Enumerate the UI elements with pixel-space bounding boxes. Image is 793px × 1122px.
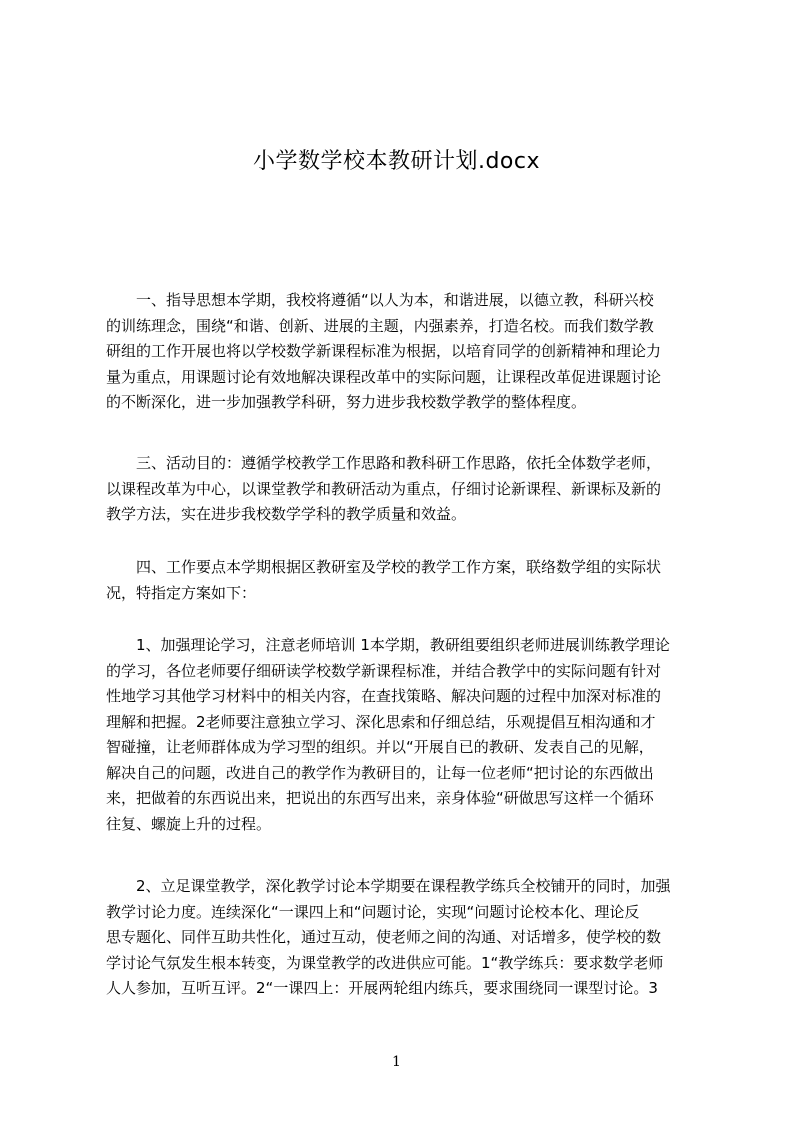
text-line: 三、活动目的：遵循学校教学工作思路和教科研工作思路，依托全体数学老师， <box>136 454 662 472</box>
text-line: 况，特指定方案如下： <box>106 583 257 602</box>
text-line: 2、立足课堂教学，深化教学讨论本学期要在课程教学练兵全校铺开的同时，加强 <box>136 877 671 895</box>
paragraph-activity-goals <box>106 451 697 528</box>
document-title: 小学数学校本教研计划.docx <box>252 149 541 174</box>
text-line: 的不断深化，进一步加强教学科研，努力进步我校数学教学的整体程度。 <box>106 393 587 411</box>
text-line: 一、指导思想本学期，我校将遵循“以人为本，和谐进展，以德立教，科研兴校 <box>136 291 654 309</box>
page-number: 1 <box>392 1054 401 1070</box>
text-line: 教学讨论力度。连续深化“一课四上和“问题讨论，实现“问题讨论校本化、理论反 <box>106 902 640 921</box>
text-line: 教学方法，实在进步我校数学学科的教学质量和效益。 <box>106 505 467 523</box>
text-line: 四、工作要点本学期根据区教研室及学校的教学工作方案，联络数学组的实际状 <box>136 558 662 576</box>
text-line: 理解和把握。2老师要注意独立学习、深化思索和仔细总结，乐观提倡互相沟通和才 <box>106 712 656 731</box>
text-line: 往复、螺旋上升的过程。 <box>106 814 272 833</box>
paragraph-guiding-ideology <box>106 288 697 416</box>
paragraph-work-points <box>106 555 697 606</box>
paragraph-classroom-teaching <box>106 874 697 1002</box>
text-line: 研组的工作开展也将以学校数学新课程标准为根据，以培育同学的创新精神和理论力 <box>106 342 662 360</box>
text-line: 的训练理念，围绕“和谐、创新、进展的主题，内强素养，打造名校。而我们数学教 <box>106 316 654 335</box>
text-line: 思专题化、同伴互助共性化，通过互动，使老师之间的沟通、对话增多，使学校的数 <box>106 928 662 946</box>
text-line: 性地学习其他学习材料中的相关内容，在查找策略、解决问题的过程中加深对标准的 <box>106 687 662 705</box>
text-line: 来，把做着的东西说出来，把说出的东西写出来，亲身体验“研做思写这样一个循环 <box>106 789 654 807</box>
text-line: 解决自己的问题，改进自己的教学作为教研目的，让每一位老师“把讨论的东西做出 <box>106 763 654 782</box>
text-line: 学讨论气氛发生根本转变，为课堂教学的改进供应可能。1“教学练兵：要求数学老师 <box>106 953 664 972</box>
text-line: 的学习，各位老师要仔细研读学校数学新课程标准，并结合教学中的实际问题有针对 <box>106 661 662 680</box>
text-line: 量为重点，用课题讨论有效地解决课程改革中的实际问题，让课程改革促进课题讨论 <box>106 367 662 386</box>
text-line: 智碰撞，让老师群体成为学习型的组织。并以“开展自已的教研、发表自己的见解， <box>106 738 654 756</box>
text-line: 1、加强理论学习，注意老师培训 1本学期，教研组要组织老师进展训练教学理论 <box>136 636 670 654</box>
text-line: 以课程改革为中心，以课堂教学和教研活动为重点，仔细讨论新课程、新课标及新的 <box>106 479 662 498</box>
paragraph-theory-study <box>106 633 697 837</box>
text-line: 人人参加，互听互评。2“一课四上：开展两轮组内练兵，要求围绕同一课型讨论。3 <box>106 979 658 997</box>
